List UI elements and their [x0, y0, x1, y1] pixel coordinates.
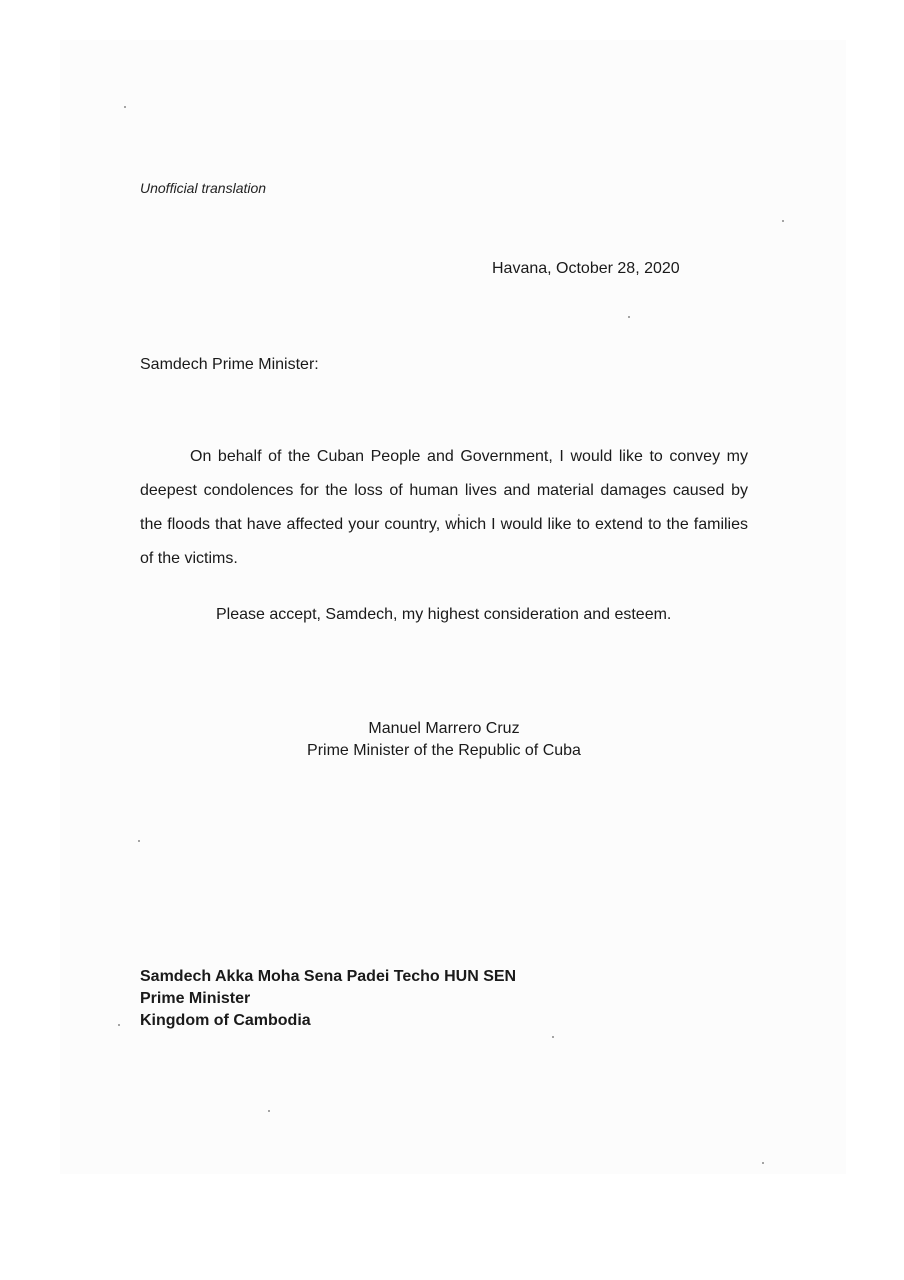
scan-speck	[628, 316, 630, 318]
signatory-name: Manuel Marrero Cruz	[368, 720, 520, 737]
signature-block	[190, 718, 698, 762]
scan-speck	[552, 1036, 554, 1038]
letter-page	[60, 40, 846, 1174]
scan-speck	[762, 1162, 764, 1164]
scan-speck	[124, 106, 126, 108]
scan-speck	[138, 840, 140, 842]
scan-speck	[268, 1110, 270, 1112]
addressee-title: Prime Minister	[140, 990, 251, 1007]
translation-note: Unofficial translation	[140, 180, 267, 196]
addressee-block	[140, 966, 516, 1032]
scan-speck	[458, 514, 460, 516]
body-paragraph: On behalf of the Cuban People and Government, I would like to convey my deepest condolences for the loss of human lives and material damages caused by the floods that have affected your country, which I would like to extend to the families of the victims.	[140, 448, 748, 567]
closing-paragraph: Please accept, Samdech, my highest consideration and esteem.	[216, 606, 672, 623]
signatory-title: Prime Minister of the Republic of Cuba	[307, 742, 581, 759]
scan-speck	[782, 220, 784, 222]
addressee-country: Kingdom of Cambodia	[140, 1012, 311, 1029]
date-line: Havana, October 28, 2020	[492, 260, 680, 277]
scan-speck	[118, 1024, 120, 1026]
addressee-name: Samdech Akka Moha Sena Padei Techo HUN SEN	[140, 968, 517, 985]
salutation: Samdech Prime Minister:	[140, 356, 319, 373]
